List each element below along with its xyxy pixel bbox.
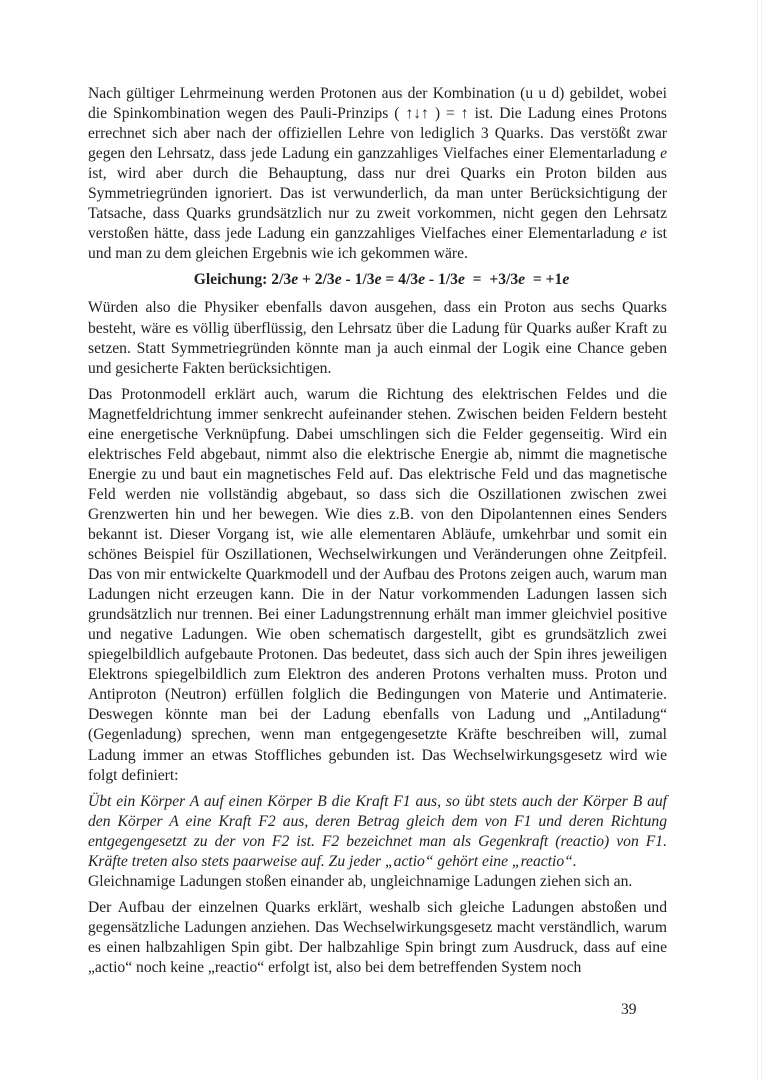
equation-label: Gleichung: <box>193 271 268 289</box>
paragraph-proton-model: Das Protonmodell erklärt auch, warum die Richtung des elektrischen Feldes und die Magnetfeldrichtung immer senkrecht aufeinander stehen. Zwischen beiden Feldern besteht eine energetische Verknüpfung. Dabei umschlingen sich die Felder gegenseitig. Wird ein elektrisches Feld abgebaut, nimmt also die elektrische Energie ab, nimmt die magnetische Energie zu und baut ein magnetisches Feld auf. Das elektrische Feld und das magnetische Feld werden nie vollständig abgebaut, so dass sich die Oszillationen zwischen zwei Grenzwerten hin und her bewegen. Wie dies z.B. von den Dipolantennen eines Senders bekannt ist. Dieser Vorgang ist, wie alle elementaren Abläufe, umkehrbar und somit ein schönes Beispiel für Oszillationen, Wechselwirkungen und Veränderungen ohne Zeitpfeil. Das von mir entwickelte Quarkmodell und der Aufbau des Protons zeigen auch, warum man Ladungen nicht erzeugen kann. Die in der Natur vorkommenden Ladungen lassen sich grundsätzlich nur trennen. Bei einer Ladungstrennung erhält man immer gleichviel positive und negative Ladungen. Wie oben schematisch dargestellt, gibt es grundsätzlich zwei spiegelbildlich aufgebaute Protonen. Das bedeutet, dass sich auch der Spin ihres jeweiligen Elektrons spiegelbildlich zum Elektron des anderen Protons verhalten muss. Proton und Antiproton (Neutron) erfüllen folglich die Bedingungen von Materie und Antimaterie. Deswegen könnte man bei der Ladung ebenfalls von Ladung und „Antiladung“ (Gegenladung) sprechen, wenn man entgegengesetzte Kräfte beschreiben will, zumal Ladung immer an etwas Stoffliches gebunden ist. Das Wechselwirkungsgesetz wird wie folgt definiert: <box>88 385 667 784</box>
variable-e: e <box>518 271 526 289</box>
variable-e: e <box>562 271 570 289</box>
paragraph-proton-charge <box>88 84 667 264</box>
equation-term: = 4/3 <box>381 271 419 289</box>
variable-e: e <box>291 271 299 289</box>
page-edge-shadow <box>757 0 758 1080</box>
text-run: Nach gültiger Lehrmeinung werden Protonen aus der Kombination (u u d) gebildet, wobei die Spinkombination wegen des Pauli-Prinzips ( ↑↓↑ ) = ↑ ist. Die Ladung eines Protons errechnet sich aber nach der offiziellen Lehre von lediglich 3 Quarks. Das verstößt zwar gegen den Lehrsatz, dass jede Ladung ein ganzzahliges Vielfaches einer Elementarladung <box>88 85 667 163</box>
page-body <box>88 84 667 984</box>
equation-term: 2/3 <box>271 271 292 289</box>
variable-e: e <box>639 225 647 243</box>
paragraph-interaction-law: Übt ein Körper A auf einen Körper B die Kraft F1 aus, so übt stets auch der Körper B auf den Körper A eine Kraft F2 aus, deren Betrag gleich dem von F1 und deren Richtung entgegengesetzt zu der von F2 ist. F2 bezeichnet man als Gegenkraft (reactio) von F1. Kräfte treten also stets paarweise auf. Zu jeder „actio“ gehört eine „reactio“. <box>88 792 667 870</box>
paragraph-six-quarks: Würden also die Physiker ebenfalls davon ausgehen, dass ein Proton aus sechs Quarks besteht, wäre es völlig überflüssig, den Lehrsatz über die Ladung für Quarks außer Kraft zu setzen. Statt Symmetriegründen könnte man ja auch einmal der Logik eine Chance geben und gesicherte Fakten berücksichtigen. <box>88 299 667 377</box>
equation <box>88 270 667 290</box>
equation-term: = +3/3 <box>464 271 519 289</box>
variable-e: e <box>374 271 382 289</box>
page-number: 39 <box>621 1001 637 1018</box>
variable-e: e <box>418 271 426 289</box>
equation-term: - 1/3 <box>341 271 375 289</box>
variable-e: e <box>660 145 667 163</box>
equation-term: - 1/3 <box>425 271 458 289</box>
paragraph-quark-structure: Der Aufbau der einzelnen Quarks erklärt, weshalb sich gleiche Ladungen abstoßen und gegensätzliche Ladungen anziehen. Das Wechselwirkungsgesetz macht verständlich, warum es einen halbzahligen Spin gibt. Der halbzahlige Spin bringt zum Ausdruck, dass auf eine „actio“ noch keine „reactio“ erfolgt ist, also bei dem betreffenden System noch <box>88 898 667 976</box>
equation-term: = +1 <box>525 271 563 289</box>
text-run: ist und man zu dem gleichen Ergebnis wie ich gekommen wäre. <box>88 225 667 263</box>
page-edge-shadow <box>761 0 762 1080</box>
equation-term: + 2/3 <box>298 271 335 289</box>
variable-e: e <box>457 271 465 289</box>
text-run: ist, wird aber durch die Behauptung, dass nur drei Quarks ein Proton bilden aus Symmetriegründen ignoriert. Das ist verwunderlich, da man unter Berücksichtigung der Tatsache, dass Quarks grundsätzlich nur zu zweit vorkommen, nicht gegen den Lehrsatz verstoßen hätte, dass jede Ladung ein ganzzahliges Vielfaches einer Elementarladung <box>88 165 667 243</box>
paragraph-like-charges: Gleichnamige Ladungen stoßen einander ab, ungleichnamige Ladungen ziehen sich an. <box>88 872 633 890</box>
variable-e: e <box>334 271 342 289</box>
